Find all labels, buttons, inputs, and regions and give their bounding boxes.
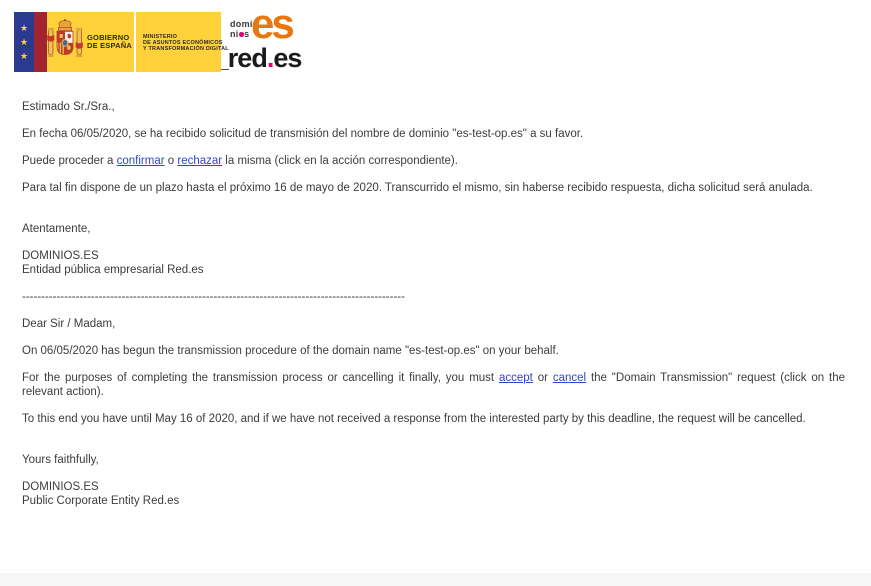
dominios-wordmark [230,20,253,39]
redes-wordmark [221,45,301,76]
text-segment: For the purposes of completing the transmission process or cancelling it finally, you must [22,372,499,384]
signature-org: DOMINIOS.ES [22,250,99,262]
paragraph-es-action [22,154,845,168]
spain-flag-strip [34,12,47,72]
link-cancel[interactable]: cancel [552,372,587,384]
email-header [0,0,871,92]
star-icon: ★ [19,22,29,33]
email-body [22,100,845,521]
ministry-line1: MINISTERIO [143,34,178,40]
text-segment: la misma (click en la acción correspondiente). [222,155,458,167]
star-icon: ★ [19,36,29,47]
text-segment: o [164,155,178,167]
coat-of-arms-icon [47,18,83,71]
section-separator: ---------------------------------------------------------------------------------------------------- [22,291,405,303]
paragraph-en-action [22,371,845,399]
dominios-redes-logo [221,0,348,74]
redes-text-es: es [273,43,302,73]
signature-org: DOMINIOS.ES [22,481,99,493]
redes-text-red: red [227,43,267,73]
text-segment: or [532,372,553,384]
government-line1: GOBIERNO [87,33,130,42]
dominios-text-s: s [244,28,250,39]
eu-flag-strip [14,12,34,72]
ministry-title [143,34,229,52]
paragraph-es-deadline: Para tal fin dispone de un plazo hasta el próximo 16 de mayo de 2020. Transcurrido el mismo, sin haberse recibido respuesta, dicha solicitud será anulada. [22,182,813,194]
link-accept[interactable]: accept [498,372,533,384]
dominios-es-wordmark: es [251,0,292,47]
signature-entity: Entidad pública empresarial Red.es [22,264,204,276]
paragraph-en-notice: On 06/05/2020 has begun the transmission procedure of the domain name "es-test-op.es" on your behalf. [22,345,559,357]
closing-english: Yours faithfully, [22,454,99,466]
underscore-glyph: _ [221,54,228,70]
link-rechazar[interactable]: rechazar [177,155,223,167]
signature-spanish [22,249,845,277]
dominios-text-ni: ni [230,28,239,39]
ministry-line3: Y TRANSFORMACIÓN DIGITAL [143,46,229,52]
closing-spanish: Atentamente, [22,223,91,235]
magenta-dot-icon [239,32,244,37]
dominios-line2 [230,30,253,40]
signature-english [22,480,845,508]
government-line2: DE ESPAÑA [87,40,133,50]
bottom-strip [0,573,871,586]
gobierno-de-espana-logo [14,12,229,72]
paragraph-es-notice: En fecha 06/05/2020, se ha recibido solicitud de transmisión del nombre de dominio "es-test-op.es" a su favor. [22,128,584,140]
text-segment: Puede proceder a [22,155,117,167]
logo-divider [134,12,136,72]
paragraph-en-deadline: To this end you have until May 16 of 2020, and if we have not received a response from the interested party by this deadline, the request will be cancelled. [22,413,806,425]
link-confirmar[interactable]: confirmar [116,155,165,167]
signature-entity: Public Corporate Entity Red.es [22,495,180,507]
greeting-spanish: Estimado Sr./Sra., [22,101,115,113]
ministry-line2: DE ASUNTOS ECONÓMICOS [143,40,223,46]
government-title [87,34,132,49]
text-segment: the "Domain Transmission" request (click on the relevant action). [22,372,845,398]
dominios-text-domi: domi [230,19,253,29]
redes-dot-icon: . [266,43,274,73]
star-icon: ★ [19,50,29,61]
greeting-english: Dear Sir / Madam, [22,318,116,330]
